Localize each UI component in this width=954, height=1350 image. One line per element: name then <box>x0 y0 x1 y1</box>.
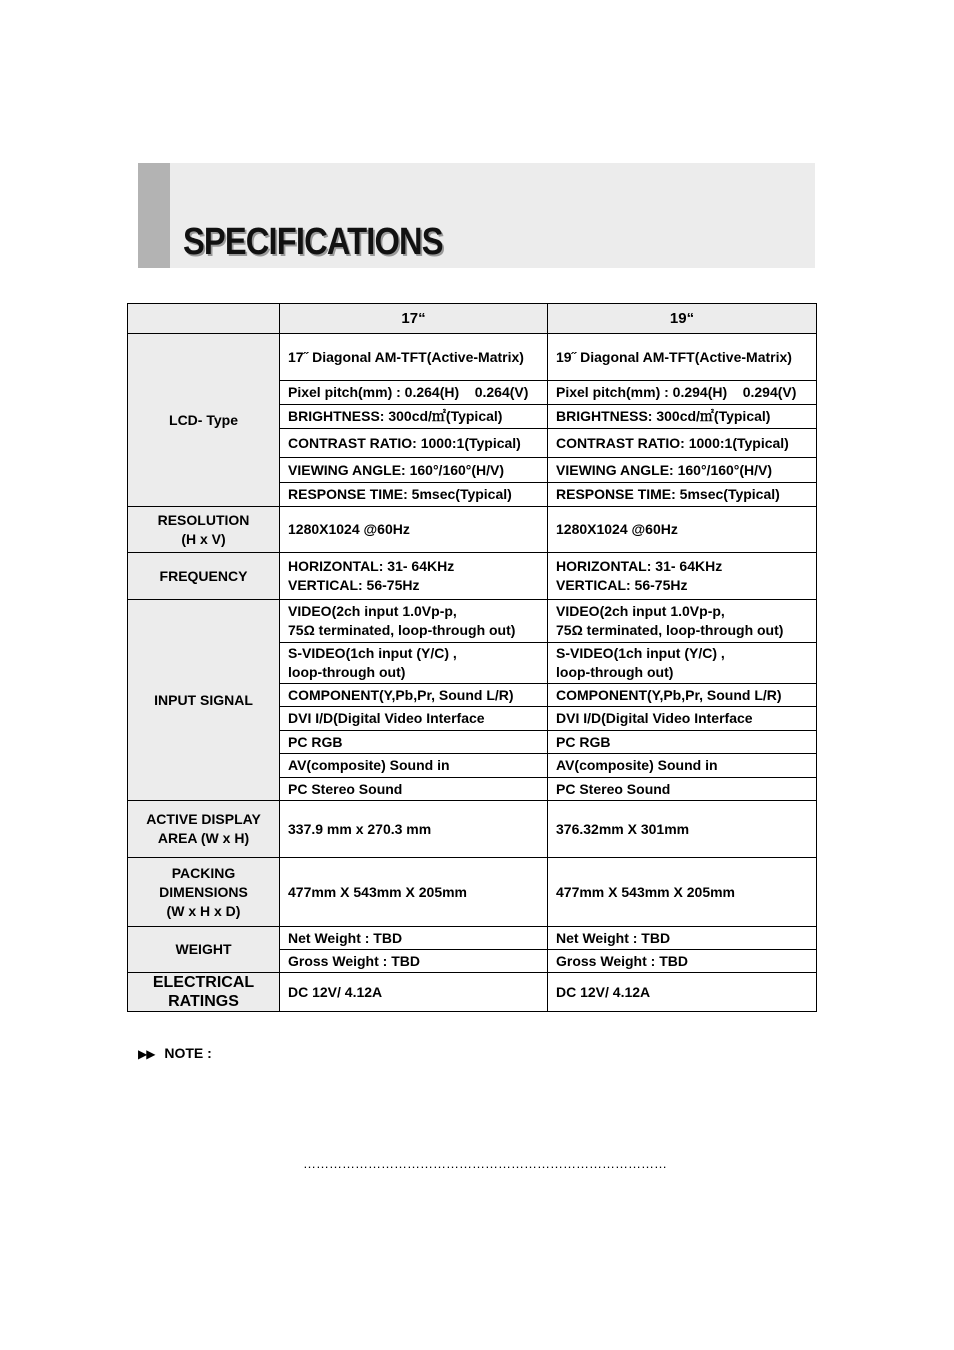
resolution-label-line1: RESOLUTION <box>157 511 250 528</box>
active-display-line2: AREA (W x H) <box>157 830 250 846</box>
cell-17: Gross Weight : TBD <box>280 950 548 973</box>
cell-19: COMPONENT(Y,Pb,Pr, Sound L/R) <box>548 684 817 707</box>
cell-19: DVI I/D(Digital Video Interface <box>548 707 817 731</box>
cell-17: Pixel pitch(mm) : 0.264(H) 0.264(V) <box>280 381 548 405</box>
cell-19: PC Stereo Sound <box>548 778 817 801</box>
cell-17: Net Weight : TBD <box>280 927 548 950</box>
table-row <box>128 858 817 927</box>
svideo-line2: loop-through out) <box>556 664 674 680</box>
horizontal-freq: HORIZONTAL: 31- 64KHz <box>556 558 723 574</box>
table-row <box>128 553 817 600</box>
packing-line1: PACKING <box>171 864 236 881</box>
dotted-line: ………………………………………………………………………… <box>303 1156 667 1171</box>
cell-17 <box>280 643 548 684</box>
spec-table <box>127 303 817 1012</box>
cell-17: CONTRAST RATIO: 1000:1(Typical) <box>280 429 548 458</box>
cell-17: BRIGHTNESS: 300cd/㎡(Typical) <box>280 405 548 429</box>
lcd-type-label: LCD- Type <box>128 334 280 507</box>
active-display-label <box>128 801 280 858</box>
weight-label: WEIGHT <box>128 927 280 973</box>
cell-19: VIEWING ANGLE: 160°/160°(H/V) <box>548 458 817 483</box>
resolution-label-line2: (H x V) <box>181 530 226 547</box>
cell-17: PC Stereo Sound <box>280 778 548 801</box>
cell-19: BRIGHTNESS: 300cd/㎡(Typical) <box>548 405 817 429</box>
table-row <box>128 600 817 643</box>
horizontal-freq: HORIZONTAL: 31- 64KHz <box>288 558 455 574</box>
cell-19: 477mm X 543mm X 205mm <box>548 858 817 927</box>
svideo-line1: S-VIDEO(1ch input (Y/C) , <box>288 645 457 661</box>
cell-19: CONTRAST RATIO: 1000:1(Typical) <box>548 429 817 458</box>
note <box>138 1045 212 1061</box>
electrical-label <box>128 973 280 1012</box>
video-line2: 75Ω terminated, loop-through out) <box>556 622 784 638</box>
cell-17: RESPONSE TIME: 5msec(Typical) <box>280 483 548 507</box>
active-display-line1: ACTIVE DISPLAY <box>146 811 261 827</box>
cell-17: 337.9 mm x 270.3 mm <box>280 801 548 858</box>
cell-19: 1280X1024 @60Hz <box>548 507 817 553</box>
cell-17: AV(composite) Sound in <box>280 754 548 778</box>
header-17: 17“ <box>280 304 548 334</box>
header-row <box>128 304 817 334</box>
table-row <box>128 801 817 858</box>
svideo-line1: S-VIDEO(1ch input (Y/C) , <box>556 645 725 661</box>
banner-accent-bar <box>138 163 170 268</box>
cell-17: 477mm X 543mm X 205mm <box>280 858 548 927</box>
cell-19 <box>548 553 817 600</box>
header-empty <box>128 304 280 334</box>
electrical-line1: ELECTRICAL <box>152 974 255 991</box>
header-19: 19“ <box>548 304 817 334</box>
resolution-label <box>128 507 280 553</box>
cell-19: 19˝ Diagonal AM-TFT(Active-Matrix) <box>548 334 817 381</box>
cell-19: Net Weight : TBD <box>548 927 817 950</box>
cell-19: AV(composite) Sound in <box>548 754 817 778</box>
note-label: NOTE : <box>164 1045 212 1061</box>
table-row <box>128 927 817 950</box>
table-row <box>128 973 817 1012</box>
cell-19: RESPONSE TIME: 5msec(Typical) <box>548 483 817 507</box>
table-row <box>128 507 817 553</box>
cell-19: Gross Weight : TBD <box>548 950 817 973</box>
vertical-freq: VERTICAL: 56-75Hz <box>556 577 688 593</box>
cell-17: 1280X1024 @60Hz <box>280 507 548 553</box>
table-row <box>128 334 817 381</box>
cell-17: VIEWING ANGLE: 160°/160°(H/V) <box>280 458 548 483</box>
packing-line3: (W x H x D) <box>166 902 241 919</box>
input-signal-label: INPUT SIGNAL <box>128 600 280 801</box>
video-line1: VIDEO(2ch input 1.0Vp-p, <box>288 603 457 619</box>
vertical-freq: VERTICAL: 56-75Hz <box>288 577 420 593</box>
cell-19: PC RGB <box>548 731 817 754</box>
svideo-line2: loop-through out) <box>288 664 406 680</box>
cell-19: Pixel pitch(mm) : 0.294(H) 0.294(V) <box>548 381 817 405</box>
cell-19 <box>548 600 817 643</box>
packing-line2: DIMENSIONS <box>159 883 248 900</box>
title-banner <box>138 163 815 268</box>
cell-17: 17˝ Diagonal AM-TFT(Active-Matrix) <box>280 334 548 381</box>
packing-label <box>128 858 280 927</box>
electrical-line2: RATINGS <box>168 993 239 1010</box>
cell-19: DC 12V/ 4.12A <box>548 973 817 1012</box>
video-line2: 75Ω terminated, loop-through out) <box>288 622 516 638</box>
cell-17: DVI I/D(Digital Video Interface <box>280 707 548 731</box>
cell-17: COMPONENT(Y,Pb,Pr, Sound L/R) <box>280 684 548 707</box>
cell-17 <box>280 600 548 643</box>
frequency-label: FREQUENCY <box>128 553 280 600</box>
cell-19 <box>548 643 817 684</box>
cell-17: PC RGB <box>280 731 548 754</box>
cell-17 <box>280 553 548 600</box>
cell-19: 376.32mm X 301mm <box>548 801 817 858</box>
page-title: SPECIFICATIONS <box>183 221 443 263</box>
double-arrow-icon: ▶▶ <box>138 1047 155 1061</box>
cell-17: DC 12V/ 4.12A <box>280 973 548 1012</box>
video-line1: VIDEO(2ch input 1.0Vp-p, <box>556 603 725 619</box>
